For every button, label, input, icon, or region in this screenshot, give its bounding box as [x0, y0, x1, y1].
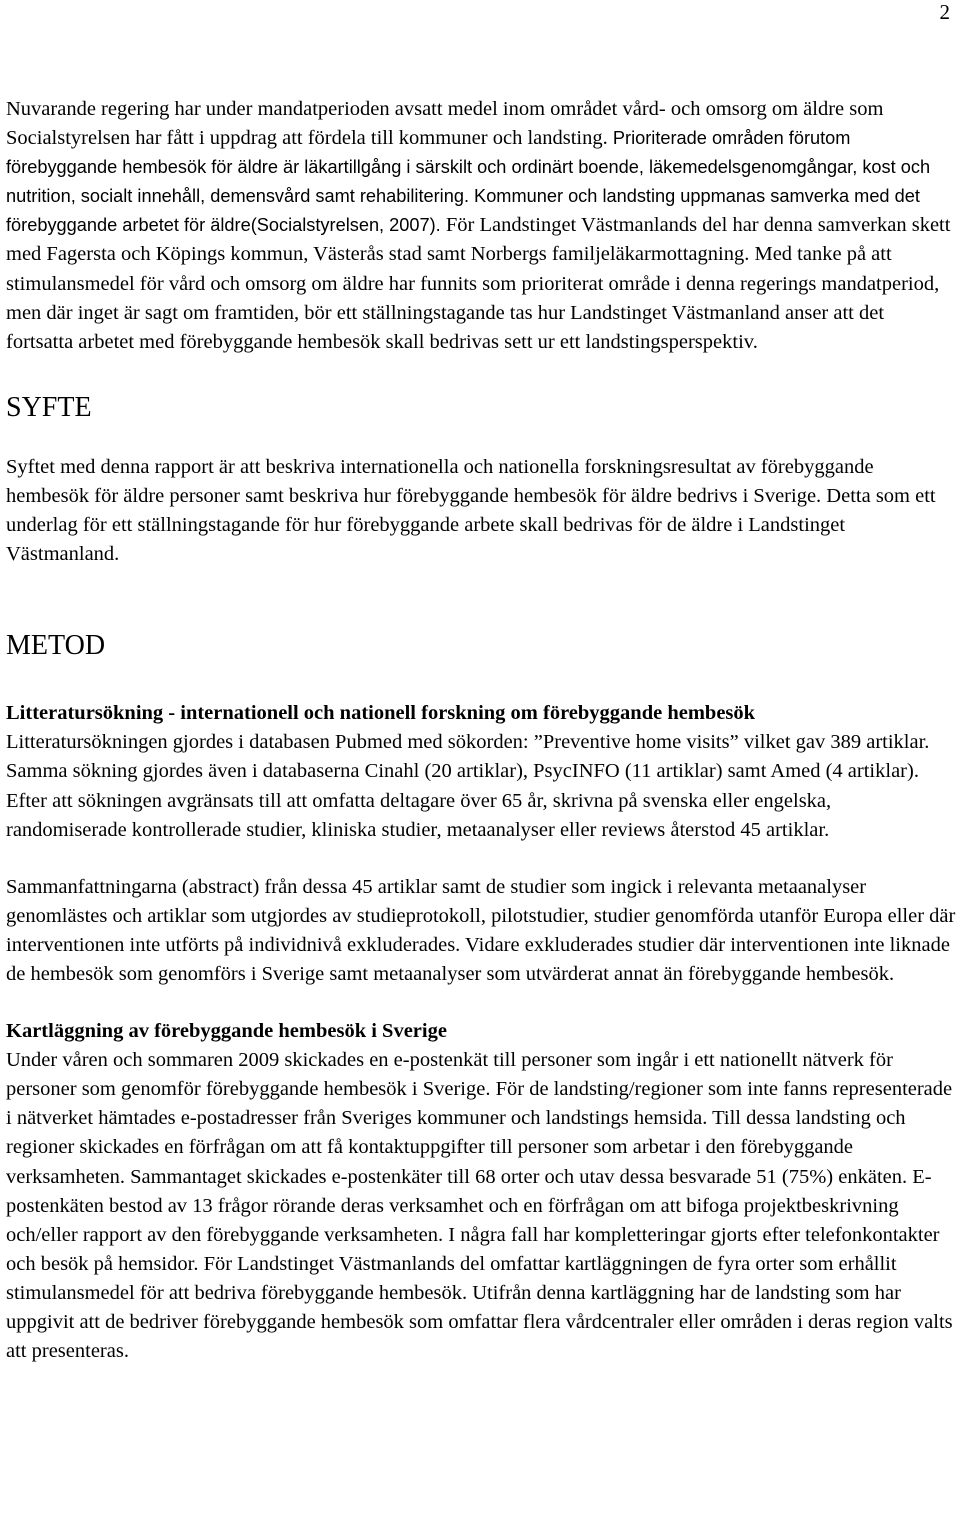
syfte-paragraph: Syftet med denna rapport är att beskriva internationella och nationella forskningsresultat av förebyggande hembesök för äldre personer samt beskriva hur förebyggande hembesök för äldre bedrivs i Sverige. Detta som ett underlag för ett ställningstagande för hur förebyggande arbete skall bedrivas för de äldre i Landstinget Västmanland.	[6, 455, 936, 566]
metod-heading: METOD	[6, 630, 106, 662]
intro-text-2: Prioriterade områden förutom förebyggande hembesök för äldre är läkartillgång i särskilt och ordinärt boende, läkemedelsgenomgångar, kost och nutrition, socialt innehåll, demensvård samt rehabilitering. Kommuner och landsting uppmanas samverka med det förebyggande arbetet för äldre(Socialstyrelsen, 2007).	[6, 128, 931, 236]
page-number: 2	[939, 0, 950, 24]
intro-paragraph	[6, 95, 956, 357]
mapping-section	[6, 1017, 956, 1366]
literature-subheading: Litteratursökning - internationell och nationell forskning om förebyggande hembesök	[6, 702, 756, 725]
literature-section	[6, 699, 956, 844]
abstract-review-paragraph: Sammanfattningarna (abstract) från dessa 45 artiklar samt de studier som ingick i relevanta metaanalyser genomlästes och artiklar som utgjordes av studieprotokoll, pilotstudier, studier genomförda utanför Europa eller där interventionen inte utförts på individnivå exkluderades. Vidare exkluderades studier där interventionen inte liknade de hembesök som genomförs i Sverige samt metaanalyser som utvärderat annat än förebyggande hembesök.	[6, 875, 956, 985]
intro-text-3: För Landstinget Västmanlands del har denna samverkan skett med Fagersta och Köpings kommun, Västerås stad samt Norbergs familjeläkarmottagning. Med tanke på att stimulansmedel för vård och omsorg om äldre har funnits som prioriterat område i denna regerings mandatperiod, men där inget är sagt om framtiden, bör ett ställningstagande tas hur Landstinget Västmanland anser att det fortsatta arbetet med förebyggande hembesök skall bedrivas sett ur ett landstingsperspektiv.	[6, 214, 951, 353]
mapping-text: Under våren och sommaren 2009 skickades en e-postenkät till personer som ingår i ett nationellt nätverk för personer som genomför förebyggande hembesök i Sverige. För de landsting/regioner som inte fanns representerade i nätverket hämtades e-postadresser från Sveriges kommuner och landstings hemsida. Till dessa landsting och regioner skickades en förfrågan om att få kontaktuppgifter till personer som arbetar i den förebyggande verksamheten. Sammantaget skickades e-postenkäter till 68 orter och utav dessa besvarade 51 (75%) enkäten. E-postenkäten bestod av 13 frågor rörande deras verksamhet och en förfrågan om att bifoga projektbeskrivning och/eller rapport av den förebyggande verksamheten. I några fall har kompletteringar gjorts efter telefonkontakter och besök på hemsidor. För Landstinget Västmanlands del omfattar kartläggningen de fyra orter som erhållit stimulansmedel för att bedriva förebyggande hembesök. Utifrån denna kartläggning har de landsting som har uppgivit att de bedriver förebyggande hembesök som omfattar flera vårdcentraler eller områden i deras region valts att presenteras.	[6, 1049, 953, 1363]
mapping-subheading: Kartläggning av förebyggande hembesök i Sverige	[6, 1020, 447, 1043]
syfte-heading: SYFTE	[6, 391, 92, 423]
document-body	[6, 95, 956, 1366]
literature-text: Litteratursökningen gjordes i databasen Pubmed med sökorden: ”Preventive home visits” vilket gav 389 artiklar. Samma sökning gjordes även i databaserna Cinahl (20 artiklar), PsycINFO (11 artiklar) samt Amed (4 artiklar). Efter att sökningen avgränsats till att omfatta deltagare över 65 år, skrivna på svenska eller engelska, randomiserade kontrollerade studier, kliniska studier, metaanalyser eller reviews återstod 45 artiklar.	[6, 731, 930, 841]
intro-text-1: Nuvarande regering har under mandatperioden avsatt medel inom området vård- och omsorg om äldre som Socialstyrelsen har fått i uppdrag att fördela till kommuner och landsting.	[6, 98, 884, 150]
